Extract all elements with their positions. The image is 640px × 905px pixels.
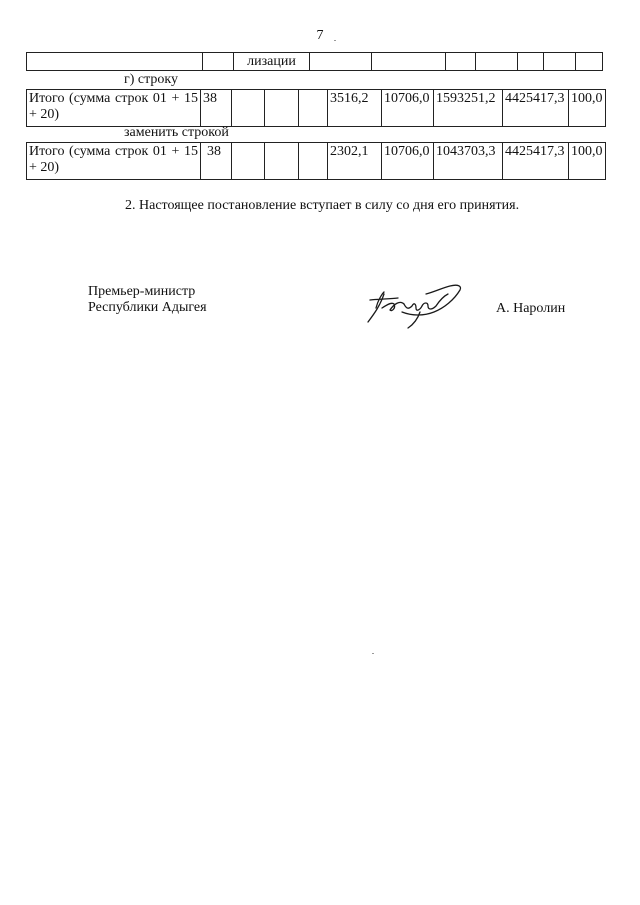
cell — [544, 53, 576, 71]
cell — [446, 53, 476, 71]
row-label: Итого (сумма строк 01 + 15 + 20) — [27, 143, 201, 180]
scan-speck — [334, 40, 336, 41]
cell-value: 3516,2 — [328, 90, 382, 127]
row-label: Итого (сумма строк 01 + 15 + 20) — [27, 90, 201, 127]
row-code: 38 — [201, 143, 232, 180]
cell — [518, 53, 544, 71]
cell-value: 1593251,2 — [434, 90, 503, 127]
cell-label: лизации — [234, 53, 310, 71]
signatory-position — [88, 284, 207, 316]
cell — [27, 53, 203, 71]
cell-value: 1043703,3 — [434, 143, 503, 180]
cell — [299, 90, 328, 127]
cell — [203, 53, 234, 71]
note-replace-label: заменить строкой — [124, 125, 229, 140]
cell — [372, 53, 446, 71]
table-row — [27, 53, 603, 71]
handwritten-signature — [362, 282, 466, 332]
table-row — [27, 143, 606, 180]
cell-value: 10706,0 — [382, 90, 434, 127]
cell — [265, 90, 299, 127]
cell-value: 10706,0 — [382, 143, 434, 180]
cell-value: 100,0 — [569, 90, 606, 127]
table-fragment-top — [26, 52, 603, 71]
cell — [310, 53, 372, 71]
row-code: 38 — [201, 90, 232, 127]
signatory-position-line1: Премьер-министр — [88, 284, 196, 299]
signatory-position-line2: Республики Адыгея — [88, 300, 207, 315]
table-row-new — [26, 142, 606, 180]
clause-2-text: 2. Настоящее постановление вступает в силу со дня его принятия. — [125, 198, 520, 213]
table-row-old — [26, 89, 606, 127]
cell — [232, 90, 265, 127]
cell-value: 4425417,3 — [503, 143, 569, 180]
cell-value: 4425417,3 — [503, 90, 569, 127]
cell — [265, 143, 299, 180]
cell — [299, 143, 328, 180]
cell — [232, 143, 265, 180]
signatory-name: А. Наролин — [496, 301, 566, 316]
cell-value: 100,0 — [569, 143, 606, 180]
table-row — [27, 90, 606, 127]
page-number: 7 — [316, 28, 324, 43]
cell — [476, 53, 518, 71]
cell — [576, 53, 603, 71]
scan-speck — [372, 653, 374, 654]
note-row-label: г) строку — [124, 72, 179, 87]
cell-value: 2302,1 — [328, 143, 382, 180]
